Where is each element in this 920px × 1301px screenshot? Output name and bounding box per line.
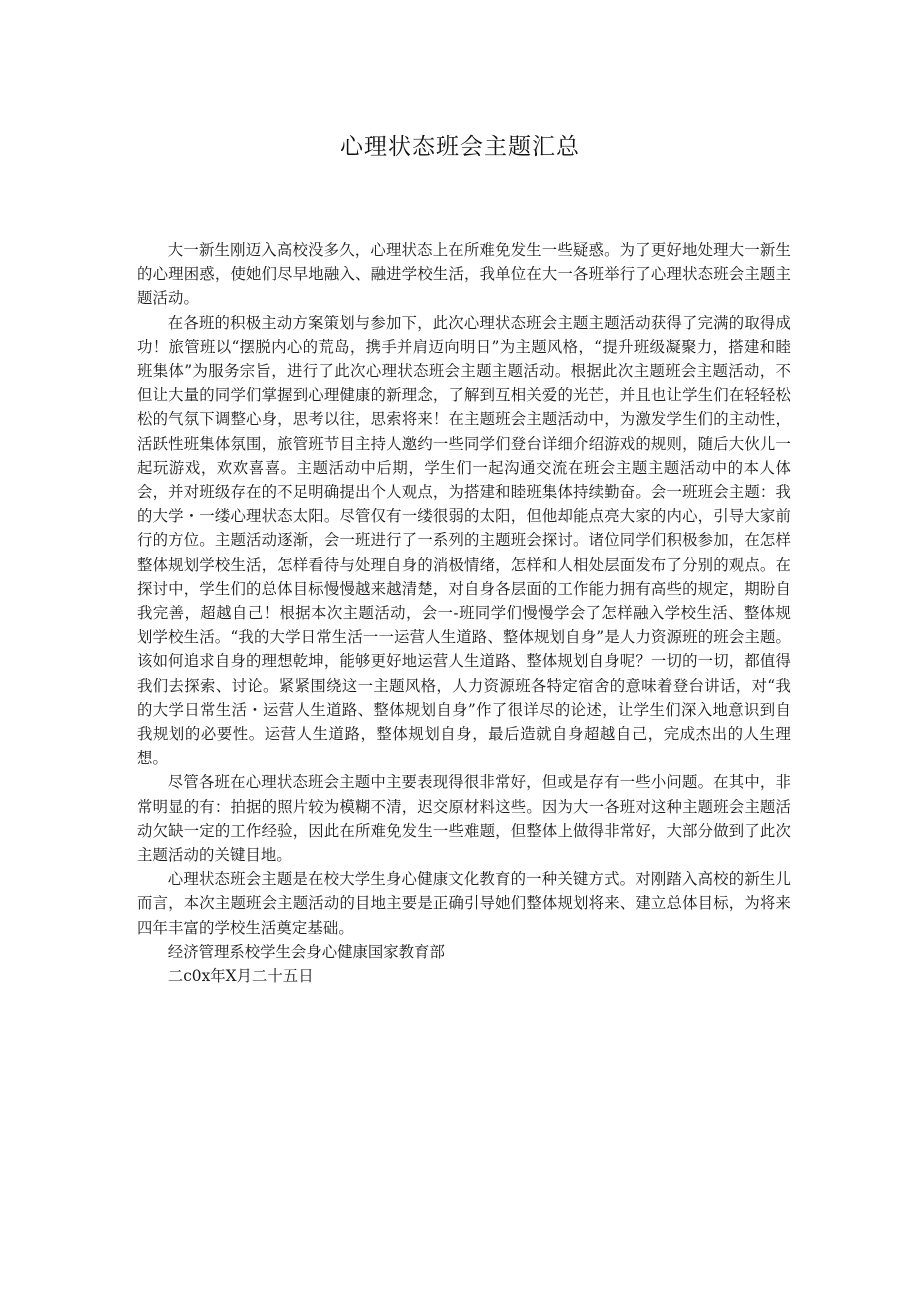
document-title: 心理状态班会主题汇总 [340, 134, 580, 160]
signature-line: 经济管理系校学生会身心健康国家教育部 [167, 942, 445, 961]
paragraph-problems: 尽管各班在心理状态班会主题中主要表现得很非常好，但或是存有一些小问题。在其中，非常明显的有：拍据的照片较为模糊不清，迟交原材料这些。因为大一各班对这种主题班会主题活动欠缺一定的工作经验，因此在所难免发生一些难题，但整体上做得非常好，大部分做到了此次主题活动的关键目地。 [137, 773, 791, 865]
paragraph-intro: 大一新生刚迈入高校没多久，心理状态上在所难免发生一些疑惑。为了更好地处理大一新生的心理困惑，使她们尽早地融入、融进学校生活，我单位在大一各班举行了心理状态班会主题主题活动。 [137, 241, 791, 308]
document-body [137, 238, 791, 988]
paragraph-activities: 在各班的积极主动方案策划与参加下，此次心理状态班会主题主题活动获得了完满的取得成功！旅管班以“摆脱内心的荒岛，携手并肩迈向明日”为主题风格，“提升班级凝聚力，搭建和睦班集体”为服务宗旨，进行了此次心理状态班会主题主题活动。根据此次主题班会主题活动，不但让大量的同学们掌握到心理健康的新理念，了解到互相关爱的光芒，并且也让学生们在轻轻松松的气氛下调整心身，思考以往，思索将来！在主题班会主题活动中，为激发学生们的主动性，活跃性班集体氛围，旅管班节目主持人邀约一些同学们登台详细介绍游戏的规则，随后大伙儿一起玩游戏，欢欢喜喜。主题活动中后期，学生们一起沟通交流在班会主题主题活动中的本人体会，并对班级存在的不足明确提出个人观点，为搭建和睦班集体持续勤奋。会一班班会主题：我的大学・一缕心理状态太阳。尽管仅有一缕很弱的太阳，但他却能点亮大家的内心，引导大家前行的方位。主题活动逐渐，会一班进行了一系列的主题班会探讨。诸位同学们积极参加，在怎样整体规划学校生活，怎样看待与处理自身的消极情绪，怎样和人相处层面发布了分别的观点。在探讨中，学生们的总体目标慢慢越来越清楚，对自身各层面的工作能力拥有高些的规定，期盼自我完善，超越自己！根据本次主题活动，会一-班同学们慢慢学会了怎样融入学校生活、整体规划学校生活。“我的大学日常生活一一运营人生道路、整体规划自身”是人力资源班的班会主题。该如何追求自身的理想乾坤，能够更好地运营人生道路、整体规划自身呢？一切的一切，都值得我们去探索、讨论。紧紧围绕这一主题风格，人力资源班各特定宿舍的意味着登台讲话，对“我的大学日常生活・运营人生道路、整体规划自身”作了很详尽的论述，让学生们深入地意识到自我规划的必要性。运营人生道路，整体规划自身，最后造就自身超越自己，完成杰出的人生理想。 [137, 313, 791, 768]
paragraph-conclusion: 心理状态班会主题是在校大学生身心健康文化教育的一种关键方式。对刚踏入高校的新生儿而言，本次主题班会主题活动的目地主要是正确引导她们整体规划将来、建立总体目标，为将来四年丰富的学校生活奠定基础。 [137, 870, 791, 937]
date-line: 二c0x年X月二十五日 [167, 967, 314, 986]
